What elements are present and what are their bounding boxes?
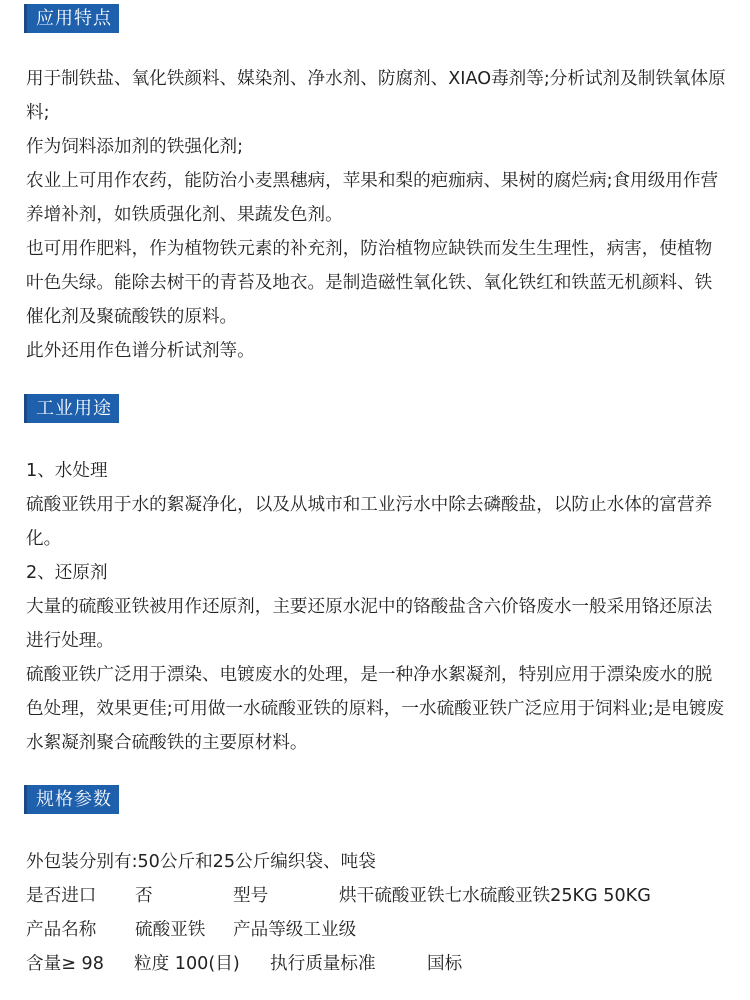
application-features-text: [26, 62, 726, 368]
paragraph: 硫酸亚铁广泛用于漂染、电镀废水的处理，是一种净水絮凝剂，特别应用于漂染废水的脱色处理，效果更佳;可用做一水硫酸亚铁的原料，一水硫酸亚铁广泛应用于饲料业;是电镀废水絮凝剂聚合硫酸铁的主要原材料。: [26, 665, 725, 753]
paragraph: 1、水处理: [26, 461, 108, 481]
spec-row-product: [26, 913, 726, 947]
spec-particle-size: 粒度 100(目): [134, 954, 240, 974]
paragraph: 2、还原剂: [26, 563, 108, 583]
spec-label-import: 是否进口: [26, 886, 97, 906]
spec-content: 含量≥ 98: [26, 954, 104, 974]
packaging-line: 外包装分别有:50公斤和25公斤编织袋、吨袋: [26, 852, 376, 872]
specifications-text: [26, 845, 726, 981]
spec-label-product-name: 产品名称: [26, 920, 97, 940]
spec-value-model: 烘干硫酸亚铁七水硫酸亚铁25KG 50KG: [339, 886, 651, 906]
spec-label-model: 型号: [233, 886, 269, 906]
section-title-specifications: 规格参数: [24, 785, 119, 814]
paragraph: 大量的硫酸亚铁被用作还原剂，主要还原水泥中的铬酸盐含六价铬废水一般采用铬还原法进行处理。: [26, 597, 713, 651]
spec-row-import: [26, 879, 726, 913]
paragraph: 农业上可用作农药，能防治小麦黑穗病，苹果和梨的疤痂病、果树的腐烂病;食用级用作营养增补剂，如铁质强化剂、果蔬发色剂。: [26, 171, 719, 225]
spec-value-quality-standard: 国标: [427, 954, 463, 974]
paragraph: 硫酸亚铁用于水的絮凝净化，以及从城市和工业污水中除去磷酸盐，以防止水体的富营养化。: [26, 495, 713, 549]
spec-product-grade: 产品等级工业级: [233, 920, 357, 940]
paragraph: 作为饲料添加剂的铁强化剂;: [26, 137, 244, 157]
section-title-industrial-uses: 工业用途: [24, 394, 119, 423]
paragraph: 此外还用作色谱分析试剂等。: [26, 341, 255, 361]
industrial-uses-text: [26, 454, 726, 760]
spec-row-content: [26, 947, 726, 981]
spec-label-quality-standard: 执行质量标准: [270, 954, 376, 974]
paragraph: 用于制铁盐、氧化铁颜料、媒染剂、净水剂、防腐剂、XIAO毒剂等;分析试剂及制铁氧体原料;: [26, 69, 726, 123]
spec-value-import: 否: [135, 886, 153, 906]
spec-value-product-name: 硫酸亚铁: [135, 920, 206, 940]
section-title-application-features: 应用特点: [24, 4, 119, 33]
paragraph: 也可用作肥料，作为植物铁元素的补充剂，防治植物应缺铁而发生生理性，病害，使植物叶色失绿。能除去树干的青苔及地衣。是制造磁性氧化铁、氧化铁红和铁蓝无机颜料、铁催化剂及聚硫酸铁的原料。: [26, 239, 713, 327]
